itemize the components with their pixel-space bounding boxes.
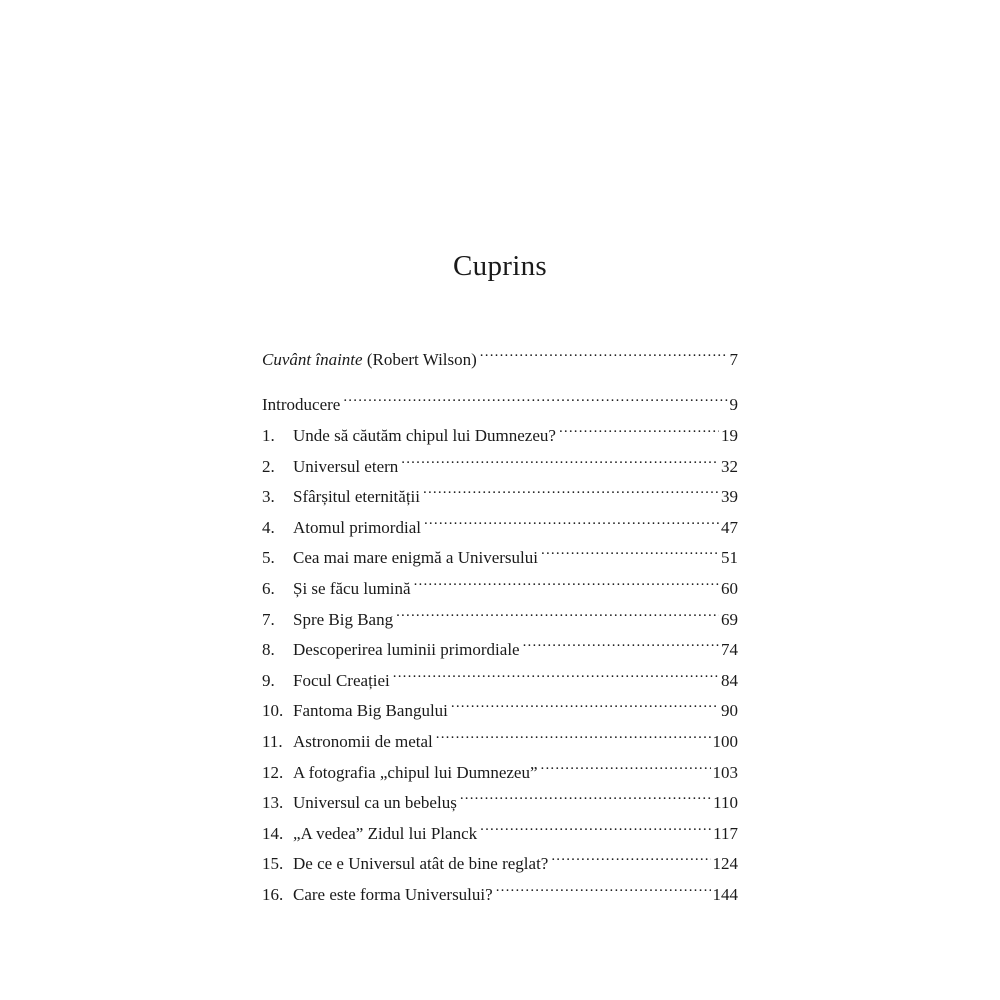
chapter-number: 6. — [262, 579, 275, 598]
toc-entry-chapter — [262, 631, 738, 660]
chapter-page: 90 — [721, 701, 738, 721]
dot-leader — [541, 539, 719, 563]
foreword-author: (Robert Wilson) — [362, 350, 477, 369]
toc-entry-chapter — [262, 478, 738, 507]
chapter-page: 51 — [721, 548, 738, 568]
chapter-title: De ce e Universul atât de bine reglat? — [293, 854, 549, 874]
toc-entry-label: Introducere — [262, 395, 341, 414]
dot-leader — [451, 692, 719, 716]
chapter-page: 19 — [721, 426, 738, 445]
dot-leader — [480, 815, 711, 839]
dot-leader — [496, 876, 711, 900]
chapter-page: 144 — [712, 885, 738, 904]
dot-leader — [480, 341, 728, 365]
chapter-page: 100 — [712, 732, 738, 751]
chapter-page: 117 — [713, 823, 738, 843]
chapter-title: Spre Big Bang — [293, 609, 394, 629]
chapter-number: 1. — [262, 426, 275, 445]
chapter-number: 11. — [262, 732, 283, 751]
toc-entry-chapter — [262, 539, 738, 568]
dot-leader — [523, 631, 719, 655]
chapter-number: 3. — [262, 487, 275, 507]
toc-entry-chapter — [262, 662, 738, 690]
chapter-title: Universul etern — [293, 456, 399, 476]
dot-leader — [541, 754, 711, 778]
chapter-page: 74 — [721, 640, 738, 660]
toc-entry-chapter — [262, 845, 738, 874]
toc-entry-chapter — [262, 601, 738, 629]
chapter-number: 4. — [262, 517, 275, 537]
chapter-title: Astronomii de metal — [293, 732, 433, 751]
foreword-title: Cuvânt înainte — [262, 350, 363, 369]
dot-leader — [460, 784, 711, 808]
chapter-page: 110 — [713, 793, 738, 813]
chapter-title: Unde să căutăm chipul lui Dumnezeu? — [293, 426, 556, 445]
chapter-number: 12. — [262, 762, 284, 782]
chapter-title: Universul ca un bebeluș — [293, 793, 457, 813]
dot-leader — [401, 448, 719, 472]
toc-entry-chapter — [262, 692, 738, 721]
toc-entry-chapter — [262, 784, 738, 813]
toc-entry-chapter — [262, 876, 738, 904]
chapter-number: 8. — [262, 640, 275, 660]
chapter-page: 69 — [721, 609, 738, 629]
toc-entry-chapter — [262, 754, 738, 782]
toc-entry-label — [262, 348, 477, 372]
chapter-page: 39 — [721, 487, 738, 507]
chapter-number: 9. — [262, 670, 275, 690]
toc-entry-chapter — [262, 448, 738, 476]
chapter-title: „A vedea” Zidul lui Planck — [293, 823, 478, 843]
toc-entry-chapter — [262, 815, 738, 843]
toc-entry-page: 7 — [729, 350, 738, 369]
toc-entry-chapter — [262, 570, 738, 598]
chapter-page: 47 — [721, 517, 738, 537]
toc-entry-introduction — [262, 386, 738, 414]
chapter-title: Cea mai mare enigmă a Universului — [293, 548, 538, 568]
chapter-number: 7. — [262, 609, 275, 629]
chapter-title: Care este forma Universului? — [293, 885, 493, 904]
dot-leader — [436, 723, 711, 747]
chapter-title: Descoperirea luminii primordiale — [293, 640, 520, 660]
dot-leader — [343, 386, 727, 410]
chapter-title: Sfârșitul eternității — [293, 487, 420, 507]
chapter-number: 14. — [262, 823, 284, 843]
chapter-page: 60 — [721, 579, 738, 598]
chapter-title: Atomul primordial — [293, 517, 421, 537]
toc-entry-chapter — [262, 417, 738, 445]
chapter-page: 124 — [712, 854, 738, 874]
dot-leader — [414, 570, 719, 594]
chapter-title: Și se făcu lumină — [293, 579, 411, 598]
chapter-number: 5. — [262, 548, 275, 568]
chapter-title: Focul Creației — [293, 670, 390, 690]
chapter-page: 32 — [721, 456, 738, 476]
chapter-number: 15. — [262, 854, 284, 874]
chapter-number: 10. — [262, 701, 284, 721]
chapter-number: 2. — [262, 456, 275, 476]
chapter-page: 103 — [712, 762, 738, 782]
chapter-title: Fantoma Big Bangului — [293, 701, 448, 721]
dot-leader — [559, 417, 719, 441]
toc-entry-chapter — [262, 509, 738, 537]
dot-leader — [423, 478, 719, 502]
chapter-page: 84 — [721, 670, 738, 690]
toc-entry-page: 9 — [729, 395, 738, 414]
page-title: Cuprins — [453, 250, 547, 282]
toc-entry-foreword — [262, 341, 738, 369]
dot-leader — [551, 845, 710, 869]
dot-leader — [393, 662, 719, 686]
dot-leader — [396, 601, 719, 625]
chapter-number: 16. — [262, 885, 284, 904]
chapter-title: A fotografia „chipul lui Dumnezeu” — [293, 762, 538, 782]
toc-entry-chapter — [262, 723, 738, 751]
chapter-number: 13. — [262, 793, 284, 813]
dot-leader — [424, 509, 719, 533]
